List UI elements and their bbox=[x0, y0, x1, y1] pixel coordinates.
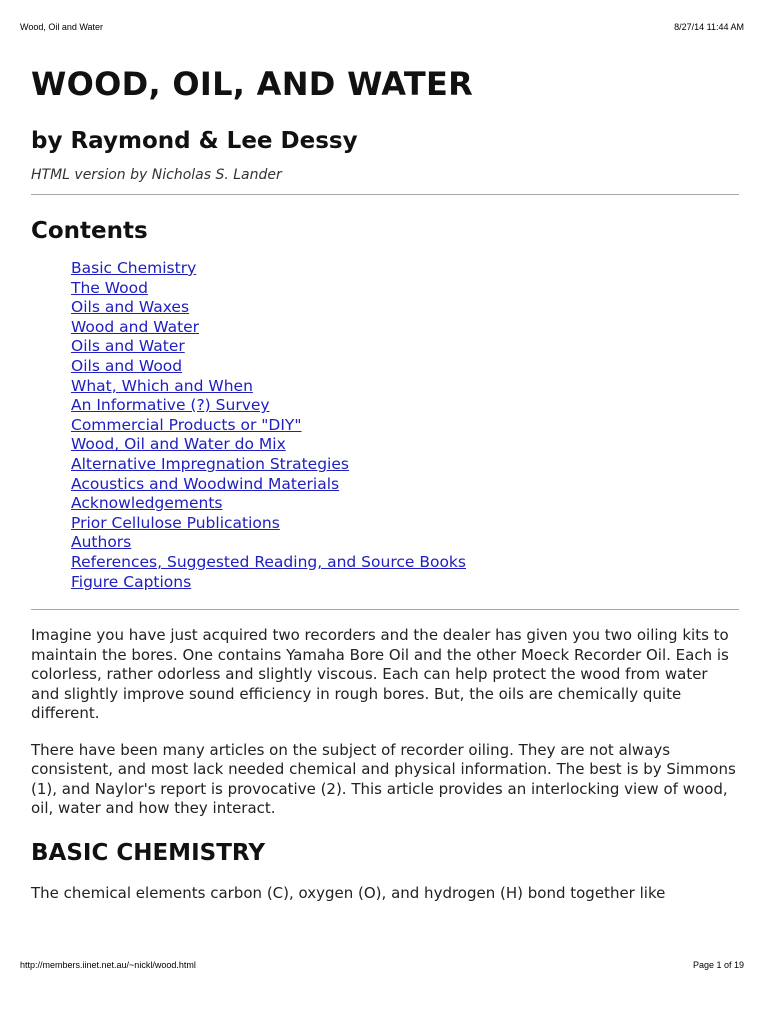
toc-item bbox=[71, 533, 739, 553]
toc-item bbox=[71, 298, 739, 318]
toc-link-oils-and-water[interactable]: Oils and Water bbox=[71, 337, 185, 356]
toc-link-commercial-products[interactable]: Commercial Products or "DIY" bbox=[71, 415, 302, 434]
contents-heading: Contents bbox=[31, 218, 148, 244]
divider bbox=[31, 609, 739, 610]
toc-item bbox=[71, 455, 739, 475]
toc-link-the-wood[interactable]: The Wood bbox=[71, 278, 148, 297]
html-credit: HTML version by Nicholas S. Lander bbox=[31, 167, 282, 183]
toc-item bbox=[71, 377, 739, 397]
toc-link-impregnation-strategies[interactable]: Alternative Impregnation Strategies bbox=[71, 454, 349, 473]
toc-link-what-which-when[interactable]: What, Which and When bbox=[71, 376, 253, 395]
page-title: WOOD, OIL, AND WATER bbox=[31, 65, 474, 103]
toc-link-acknowledgements[interactable]: Acknowledgements bbox=[71, 494, 223, 513]
print-footer bbox=[20, 960, 744, 970]
toc-link-authors[interactable]: Authors bbox=[71, 533, 132, 552]
toc-link-prior-publications[interactable]: Prior Cellulose Publications bbox=[71, 513, 280, 532]
divider bbox=[31, 194, 739, 195]
print-header-timestamp: 8/27/14 11:44 AM bbox=[674, 22, 744, 32]
toc-item bbox=[71, 475, 739, 495]
toc-link-oils-and-wood[interactable]: Oils and Wood bbox=[71, 356, 183, 375]
toc-item bbox=[71, 259, 739, 279]
toc-item bbox=[71, 416, 739, 436]
toc-item bbox=[71, 514, 739, 534]
intro-paragraph: Imagine you have just acquired two recorders and the dealer has given you two oiling kits to maintain the bores. One contains Yamaha Bore Oil and the other Moeck Recorder Oil. Each is colorless, rather odorless and slightly viscous. Each can help protect the wood from water and slightly improve sound efficiency in rough bores. But, the oils are chemically quite different. bbox=[31, 626, 729, 723]
toc-item bbox=[71, 279, 739, 299]
print-header bbox=[20, 22, 744, 32]
toc-item bbox=[71, 357, 739, 377]
toc-item bbox=[71, 553, 739, 573]
toc-link-figure-captions[interactable]: Figure Captions bbox=[71, 572, 192, 591]
toc-item bbox=[71, 573, 739, 593]
toc-item bbox=[71, 435, 739, 455]
print-footer-page: Page 1 of 19 bbox=[692, 960, 744, 970]
byline: by Raymond & Lee Dessy bbox=[31, 128, 358, 154]
toc-link-informative-survey[interactable]: An Informative (?) Survey bbox=[71, 396, 270, 415]
toc-link-oils-and-waxes[interactable]: Oils and Waxes bbox=[71, 298, 190, 317]
print-header-title: Wood, Oil and Water bbox=[20, 22, 104, 32]
toc-item bbox=[71, 337, 739, 357]
table-of-contents bbox=[31, 259, 739, 592]
toc-item bbox=[71, 396, 739, 416]
toc-link-wood-and-water[interactable]: Wood and Water bbox=[71, 317, 200, 336]
basic-chemistry-heading: BASIC CHEMISTRY bbox=[31, 839, 265, 866]
toc-link-wood-oil-water-mix[interactable]: Wood, Oil and Water do Mix bbox=[71, 435, 286, 454]
toc-link-acoustics[interactable]: Acoustics and Woodwind Materials bbox=[71, 474, 340, 493]
context-paragraph: There have been many articles on the subject of recorder oiling. They are not always consistent, and most lack needed chemical and physical information. The best is by Simmons (1), and Naylor's report is provocative (2). This article provides an interlocking view of wood, oil, water and how they interact. bbox=[31, 740, 736, 818]
print-footer-url: http://members.iinet.net.au/~nickl/wood.html bbox=[20, 960, 196, 970]
toc-item bbox=[71, 318, 739, 338]
toc-link-basic-chemistry[interactable]: Basic Chemistry bbox=[71, 259, 197, 277]
page-content bbox=[31, 64, 739, 903]
chemistry-paragraph: The chemical elements carbon (C), oxygen (O), and hydrogen (H) bond together like bbox=[31, 883, 666, 902]
toc-item bbox=[71, 494, 739, 514]
toc-link-references[interactable]: References, Suggested Reading, and Source Books bbox=[71, 552, 466, 571]
